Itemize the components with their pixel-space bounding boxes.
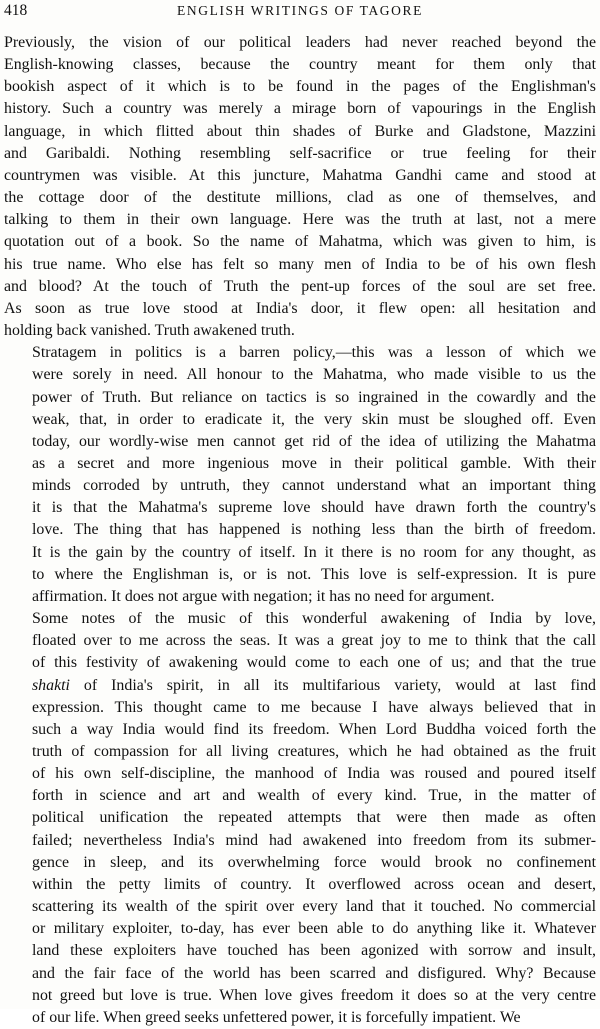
text-line: and blood? At the touch of Truth the pent-up forces of the soul are set free. xyxy=(4,277,596,295)
text-line: Some notes of the music of this wonderful awakening of India by love, xyxy=(32,610,596,628)
page-number: 418 xyxy=(4,2,28,19)
text-line: weak, that, in order to eradicate it, the very skin must be sloughed off. Even xyxy=(32,410,596,428)
text-line: land these exploiters have touched has been agonized with sorrow and insult, xyxy=(32,942,596,960)
text-line: power of Truth. But reliance on tactics is so ingrained in the cowardly and the xyxy=(32,388,596,406)
text-line: to where the Englishman is, or is not. This love is self-expression. It is pure xyxy=(32,565,596,583)
text-line: of our life. When greed seeks unfettered power, it is forcefully impatient. We xyxy=(32,1008,521,1026)
text-line: within the petty limits of country. It overflowed across ocean and desert, xyxy=(32,875,596,893)
text-line: expression. This thought came to me because I have always believed that in xyxy=(32,698,596,716)
text-line: such a way India would find its freedom. When Lord Buddha voiced forth the xyxy=(32,720,596,738)
text-line: It is the gain by the country of itself. In it there is no room for any thought, as xyxy=(32,543,596,561)
text-line: political unification the repeated attempts that were then made as often xyxy=(32,809,596,827)
text-line: today, our wordly-wise men cannot get rid of the idea of utilizing the Mahatma xyxy=(32,432,596,450)
paragraph xyxy=(4,608,596,1029)
text-line: and the fair face of the world has been scarred and disfigured. Why? Because xyxy=(32,964,596,982)
text-line: truth of compassion for all living creatures, which he had obtained as the fruit xyxy=(32,743,596,760)
text-line: minds corroded by untruth, they cannot understand what an important thing xyxy=(32,477,596,495)
text-line: history. Such a country was merely a mirage born of vapourings in the English xyxy=(4,100,596,118)
text-line: shakti of India's spirit, in all its multifarious variety, would at last find xyxy=(32,676,596,694)
text-line: affirmation. It does not argue with negation; it has no need for argument. xyxy=(32,587,495,605)
text-line: not greed but love is true. When love gives freedom it does so at the very centre xyxy=(32,986,596,1004)
text-line: countrymen was visible. At this juncture, Mahatma Gandhi came and stood at xyxy=(4,166,596,184)
text-line: of this festivity of awakening would come to each one of us; and that the true xyxy=(32,654,596,672)
running-title: ENGLISH WRITINGS OF TAGORE xyxy=(177,3,423,18)
text-line: Previously, the vision of our political leaders had never reached beyond the xyxy=(4,34,596,51)
text-line: bookish aspect of it which is to be found in the pages of the Englishman's xyxy=(4,78,596,96)
text-line: love. The thing that has happened is nothing less than the birth of freedom. xyxy=(32,521,596,539)
text-line: the cottage door of the destitute millions, clad as one of themselves, and xyxy=(4,189,596,207)
text-line: were sorely in need. All honour to the Mahatma, who made visible to us the xyxy=(32,366,596,384)
text-line: As soon as true love stood at India's door, it flew open: all hesitation and xyxy=(4,299,596,317)
text-line: failed; nevertheless India's mind had awakened into freedom from its submer- xyxy=(32,831,596,849)
text-line: talking to them in their own language. Here was the truth at last, not a mere xyxy=(4,211,596,229)
text-line: gence in sleep, and its overwhelming force would brook no confinement xyxy=(32,853,596,871)
text-line: English-knowing classes, because the country meant for them only that xyxy=(4,56,596,74)
text-line: quotation out of a book. So the name of Mahatma, which was given to him, is xyxy=(4,233,596,251)
text-line: it is that the Mahatma's supreme love should have drawn forth the country's xyxy=(32,499,596,517)
text-line: scattering its wealth of the spirit over every land that it touched. No commercial xyxy=(32,898,596,916)
body-text xyxy=(4,32,596,1029)
text-line: or military exploiter, to-day, has ever been able to do anything like it. Whatever xyxy=(32,920,596,938)
paragraph xyxy=(4,32,596,342)
paragraph xyxy=(4,342,596,608)
text-line: as a secret and more ingenious move in their political gamble. With their xyxy=(32,454,596,472)
running-head xyxy=(4,2,596,32)
text-line: floated over to me across the seas. It was a great joy to me to think that the call xyxy=(32,632,596,650)
text-line: his true name. Who else has felt so many men of India to be of his own flesh xyxy=(4,255,596,273)
text-line: holding back vanished. Truth awakened truth. xyxy=(4,322,295,340)
text-line: language, in which flitted about thin shades of Burke and Gladstone, Mazzini xyxy=(4,122,596,140)
text-line: forth in science and art and wealth of every kind. True, in the matter of xyxy=(32,787,596,805)
text-line: and Garibaldi. Nothing resembling self-sacrifice or true feeling for their xyxy=(4,144,596,162)
text-line: Stratagem in politics is a barren policy,—this was a lesson of which we xyxy=(32,344,596,362)
text-line: of his own self-discipline, the manhood of India was roused and poured itself xyxy=(32,765,596,783)
